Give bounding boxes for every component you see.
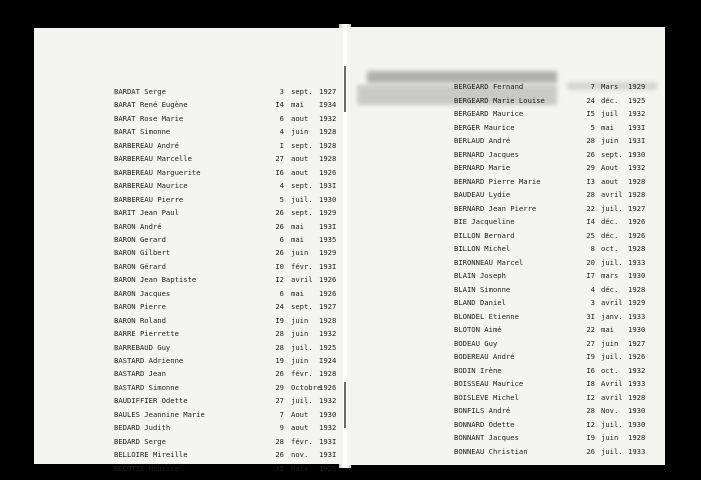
entry-name: BERNARD Jean Pierre [454,203,537,213]
entry-name: BERNARD Pierre Marie [454,176,541,186]
entry-day: 5 [279,194,284,204]
entry-month: déc. [601,284,619,294]
entry-name: BARDAT Serge [114,87,166,96]
entry-month: juin [601,136,619,145]
entry-year: 1925 [628,95,646,105]
entry-name: BASTARD Simonne [114,382,179,392]
entry-year: 1928 [319,127,337,137]
entry-name: BARON Gérard [114,261,166,271]
entry-year: 1932 [319,396,337,406]
entry-year: 1929 [319,248,337,258]
entry-name: BODEREAU André [454,352,515,361]
entry-year: 1933 [628,311,646,321]
entry-year: 1926 [319,275,337,285]
entry-year: 193I [319,221,337,231]
entry-name: BERLAUD André [454,136,511,145]
entry-year: 1928 [628,190,646,199]
entry-day: 28 [275,436,284,446]
entry-day: 26 [275,450,284,460]
entry-day: 28 [586,136,595,145]
entry-year: I924 [319,356,337,365]
entry-year: 1926 [628,352,646,361]
entry-month: déc. [601,217,619,226]
entry-year: 1928 [628,176,646,186]
entry-year: 1928 [628,392,646,402]
entry-name: BLAIN Simonne [454,284,511,294]
entry-day: I2 [275,275,284,285]
entry-month: Nov. [601,406,619,415]
entry-year: 1926 [628,230,646,240]
entry-day: 7 [590,82,595,91]
entry-month: mai [601,122,614,132]
entry-year: 1932 [628,365,646,375]
entry-name: BERNARD Marie [454,163,511,172]
entry-day: I5 [586,109,595,118]
entry-month: aout [291,113,309,123]
entry-month: avril [291,275,313,285]
entry-name: BODIN Irène [454,365,502,375]
entry-year: 1932 [319,113,337,123]
entry-year: 1933 [628,446,646,456]
entry-day: I7 [586,271,595,280]
entry-month: juil. [291,342,313,352]
entry-name: BARBEREAU André [114,140,179,150]
entry-year: 1933 [628,257,646,267]
entry-day: 28 [275,329,284,339]
entry-month: mai [291,288,304,298]
entry-month: mai [601,325,614,334]
entry-name: BOISLEVE Michel [454,392,519,402]
entry-name: BARON Gerard [114,234,166,244]
entry-day: I9 [586,433,595,442]
entry-name: BIRONNEAU Marcel [454,257,524,267]
entry-name: BAUDIFFIER Odette [114,396,188,406]
staple-top [344,66,346,112]
entry-day: I6 [275,167,284,177]
entry-year: 193I [319,450,337,460]
entry-year: 1930 [628,406,646,415]
entry-name: BARON Gilbert [114,248,171,258]
entry-day: 7 [279,409,284,419]
entry-name: BIE Jacqueline [454,217,515,226]
entry-name: BILLON Michel [454,244,511,253]
entry-month: juin [291,356,309,365]
entry-month: Octobre [291,382,322,392]
entry-month: juil. [291,194,313,204]
entry-name: BARON André [114,221,162,231]
entry-day: 26 [275,208,284,218]
entry-year: 1925 [319,342,337,352]
entry-day: I9 [275,315,284,325]
entry-month: déc. [601,95,619,105]
entry-year: 1928 [319,369,337,379]
entry-year: 1926 [319,382,337,392]
entry-year: 1927 [319,87,337,96]
entry-year: 1932 [319,423,337,433]
entry-day: I3 [586,176,595,186]
entry-day: 27 [275,154,284,164]
entry-year: 1927 [628,203,646,213]
entry-month: sept. [291,208,313,218]
entry-year: 1926 [319,288,337,298]
entry-name: BOISSEAU Maurice [454,379,524,388]
entry-month: Aout [291,409,309,419]
entry-year: 193I [628,136,646,145]
entry-month: sept. [291,181,313,191]
entry-name: BERGEARD Marie Louise [454,95,545,105]
entry-name: BERGER Maurice [454,122,515,132]
entry-day: 27 [275,396,284,406]
entry-month: aout [601,176,619,186]
entry-year: 1930 [319,194,337,204]
entry-name: BILLON Bernard [454,230,515,240]
entry-name: BARBEREAU Marguerite [114,167,201,177]
entry-year: 1926 [319,167,337,177]
entry-month: sept. [291,87,313,96]
entry-month: mai [291,221,304,231]
entry-day: I9 [586,352,595,361]
entry-name: BERNARD Jacques [454,149,519,159]
entry-year: 1930 [628,419,646,429]
entry-row [347,447,665,462]
right-page [347,27,665,465]
entry-month: juin [291,248,309,258]
entry-month: juil [601,109,619,118]
entry-name: BARBEREAU Maurice [114,181,188,191]
entry-day: 22 [586,203,595,213]
entry-month: juin [601,338,619,348]
entry-day: 26 [586,446,595,456]
entry-name: BARAT Rose Marie [114,113,184,123]
entry-year: 1929 [319,208,337,218]
entry-month: sept. [601,149,623,159]
entry-month: sept. [291,140,313,150]
entry-month: juil. [601,419,623,429]
entry-name: BASTARD Jean [114,369,166,379]
entry-year: I934 [319,100,337,110]
entry-month: févr. [291,261,313,271]
entry-year: 1928 [319,154,337,164]
entry-name: BAUDEAU Lydie [454,190,511,199]
entry-day: 6 [279,288,284,298]
entry-day: 6 [279,113,284,123]
entry-day: I8 [586,379,595,388]
entry-name: BERGEARD Maurice [454,109,524,118]
entry-name: BECOTTE Maurice [114,463,179,473]
entry-day: 26 [586,149,595,159]
entry-month: oct. [601,244,619,253]
entry-year: 1929 [628,298,646,307]
entry-year: 1928 [628,244,646,253]
entry-name: BONNEAU Christian [454,446,528,456]
entry-year: 1932 [319,329,337,339]
entry-year: 1933 [628,379,646,388]
entry-month: sept. [291,302,313,312]
entry-year: 1930 [628,325,646,334]
entry-month: nov. [291,450,309,460]
entry-month: juil. [291,396,313,406]
entry-name: BASTARD Adrienne [114,356,184,365]
entry-day: 22 [586,325,595,334]
entry-name: BLOTON Aimé [454,325,502,334]
entry-month: juin [291,315,309,325]
staple-bottom [344,382,346,428]
entry-name: BEDARD Judith [114,423,171,433]
entry-year: 1929 [628,82,646,91]
entry-day: I6 [586,365,595,375]
entry-day: 29 [275,382,284,392]
entry-day: 28 [275,342,284,352]
entry-day: I2 [586,419,595,429]
entry-year: 1930 [628,149,646,159]
entry-day: 3 [279,87,284,96]
entry-year: 1930 [628,271,646,280]
entry-month: juil. [601,203,623,213]
entry-name: BLAND Daniel [454,298,506,307]
entry-day: 5 [590,122,595,132]
entry-month: avril [601,392,623,402]
entry-name: BONNARD Odette [454,419,515,429]
entry-month: juil. [601,257,623,267]
entry-name: BARBEREAU Pierre [114,194,184,204]
entry-day: 26 [275,369,284,379]
entry-day: I2 [586,392,595,402]
entry-month: aout [291,423,309,433]
entry-day: 25 [586,230,595,240]
entry-month: janv. [601,311,623,321]
entry-name: BONFILS André [454,406,511,415]
entry-month: avril [601,298,623,307]
entry-year: 1928 [628,433,646,442]
entry-name: BARRE Pierrette [114,329,179,339]
entry-name: BARREBAUD Guy [114,342,171,352]
entry-name: BELLOIRE Mireille [114,450,188,460]
entry-day: 27 [586,338,595,348]
entry-name: BARAT René Eugène [114,100,188,110]
entry-day: 26 [275,248,284,258]
entry-day: 9 [279,423,284,433]
entry-year: 1927 [628,338,646,348]
entry-name: BARON Jacques [114,288,171,298]
entry-day: 20 [586,257,595,267]
entry-name: BARAT Simonne [114,127,171,137]
entry-day: 3I [275,463,284,473]
entry-day: 4 [590,284,595,294]
entry-month: juil. [601,352,623,361]
entry-day: 29 [586,163,595,172]
entry-month: avril [601,190,623,199]
entry-day: 28 [586,190,595,199]
entry-day: I0 [275,261,284,271]
entry-day: 3 [590,298,595,307]
entry-day: 24 [586,95,595,105]
entry-day: 28 [586,406,595,415]
entry-year: 193I [319,436,337,446]
entry-name: BLONDEL Etienne [454,311,519,321]
entry-day: 19 [275,356,284,365]
entry-day: 6 [279,234,284,244]
entry-name: BEDARD Serge [114,436,166,446]
entry-month: Mars [601,82,619,91]
entry-month: oct. [601,365,619,375]
entry-month: mars [601,271,619,280]
entry-year: 1925 [319,463,337,473]
entry-month: févr. [291,436,313,446]
entry-name: BARON Pierre [114,302,166,312]
entry-day: 4 [279,127,284,137]
entry-name: BODEAU Guy [454,338,498,348]
entry-month: juil. [601,446,623,456]
entry-year: 1928 [319,315,337,325]
entry-day: I4 [586,217,595,226]
entry-name: BARON Roland [114,315,166,325]
entry-name: BAULES Jeannine Marie [114,409,205,419]
entry-day: 24 [275,302,284,312]
entry-name: BLAIN Joseph [454,271,506,280]
entry-month: Avril [601,379,623,388]
entry-year: 1928 [319,140,337,150]
entry-day: I [279,140,284,150]
entry-month: Mars [291,463,309,473]
entry-year: 1930 [319,409,337,419]
entry-year: 1932 [628,109,646,118]
entry-month: févr. [291,369,313,379]
entry-year: 1935 [319,234,337,244]
entry-year: 1932 [628,163,646,172]
entry-day: 8 [590,244,595,253]
entry-day: 4 [279,181,284,191]
entry-name: BARON Jean Baptiste [114,275,197,285]
entry-name: BARIT Jean Paul [114,208,179,218]
entry-row [34,464,343,479]
entry-name: BONNANT Jacques [454,433,519,442]
entry-month: mai [291,234,304,244]
entry-month: juin [291,127,309,137]
entry-year: 193I [628,122,646,132]
entry-month: Aout [601,163,619,172]
entry-name: BARBEREAU Marcelle [114,154,192,164]
entry-month: aout [291,167,309,177]
entry-year: 1926 [628,217,646,226]
entry-year: 1927 [319,302,337,312]
entry-month: juin [291,329,309,339]
entry-month: déc. [601,230,619,240]
entry-month: juin [601,433,619,442]
entry-year: 193I [319,181,337,191]
entry-name: BERGEARD Fernand [454,82,524,91]
entry-day: 26 [275,221,284,231]
entry-year: 1928 [628,284,646,294]
entry-month: aout [291,154,309,164]
left-page [34,28,343,473]
entry-day: I4 [275,100,284,110]
entry-day: 3I [586,311,595,321]
entry-month: mai [291,100,304,110]
entry-year: 193I [319,261,337,271]
